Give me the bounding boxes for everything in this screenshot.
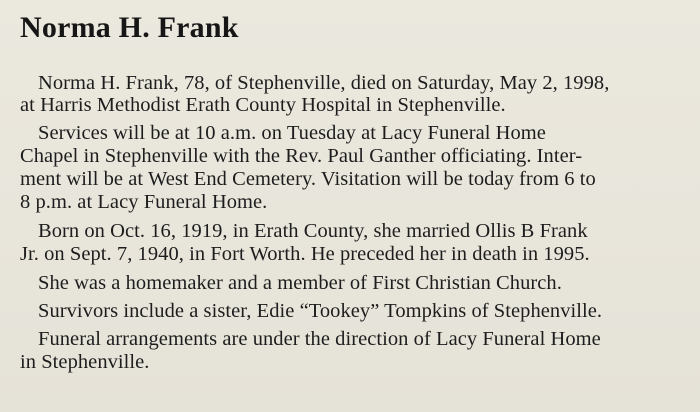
- obituary-headline: Norma H. Frank: [20, 11, 239, 44]
- paragraph-2-line-3: ment will be at West End Cemetery. Visitation will be today from 6 to: [20, 168, 596, 190]
- paragraph-4-line-1: She was a homemaker and a member of First Christian Church.: [38, 272, 562, 294]
- paragraph-1-line-1: Norma H. Frank, 78, of Stephenville, died on Saturday, May 2, 1998,: [38, 72, 610, 94]
- paragraph-2-line-1: Services will be at 10 a.m. on Tuesday at Lacy Funeral Home: [38, 122, 546, 144]
- paragraph-3-line-2: Jr. on Sept. 7, 1940, in Fort Worth. He preceded her in death in 1995.: [20, 243, 590, 265]
- paragraph-6-line-1: Funeral arrangements are under the direction of Lacy Funeral Home: [38, 328, 601, 350]
- paragraph-1-line-2: at Harris Methodist Erath County Hospital in Stephenville.: [20, 94, 506, 116]
- paragraph-6-line-2: in Stephenville.: [20, 351, 150, 373]
- paragraph-2-line-4: 8 p.m. at Lacy Funeral Home.: [20, 191, 268, 213]
- paragraph-5-line-1: Survivors include a sister, Edie “Tookey” Tompkins of Stephenville.: [38, 300, 603, 322]
- paragraph-3-line-1: Born on Oct. 16, 1919, in Erath County, she married Ollis B Frank: [38, 220, 588, 242]
- paragraph-2-line-2: Chapel in Stephenville with the Rev. Paul Ganther officiating. Inter-: [20, 145, 583, 167]
